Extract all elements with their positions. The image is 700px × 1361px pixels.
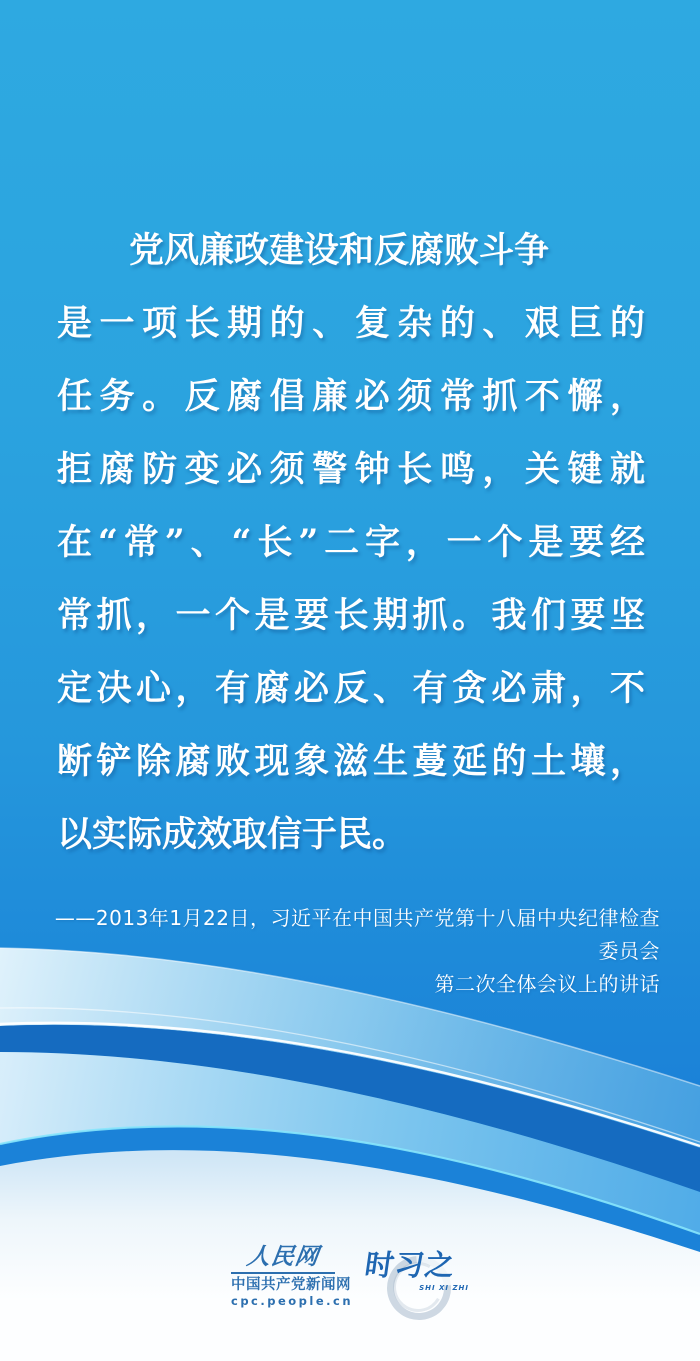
footer-logos — [0, 1244, 700, 1316]
quote-line: 党风廉政建设和反腐败斗争 — [129, 230, 550, 271]
quote-line: 在“常”、“长”二字，一个是要经 — [57, 522, 645, 563]
people-network-logo — [231, 1243, 354, 1309]
quote-text — [57, 214, 645, 871]
shi-xi-zhi-characters: 时习之 — [362, 1248, 458, 1282]
attribution-line-2: 第二次全体会议上的讲话 — [434, 972, 660, 996]
people-network-domain: cpc.people.cn — [231, 1294, 354, 1308]
quote-line: 是一项长期的、复杂的、艰巨的 — [57, 303, 645, 344]
attribution-line-1: ——2013年1月22日，习近平在中国共产党第十八届中央纪律检查委员会 — [54, 906, 660, 963]
shi-xi-zhi-subtext: SHI XI ZHI — [419, 1284, 469, 1292]
attribution — [40, 902, 660, 1001]
shi-xi-zhi-logo — [362, 1244, 469, 1316]
people-logo-divider — [231, 1272, 335, 1274]
shi-xi-zhi-text — [362, 1248, 469, 1282]
quote-line: 常抓，一个是要长期抓。我们要坚 — [57, 595, 645, 636]
quote-line: 拒腐防变必须警钟长鸣，关键就 — [57, 449, 645, 490]
quote-line: 定决心，有腐必反、有贪必肃，不 — [57, 668, 645, 709]
quote-line: 任务。反腐倡廉必须常抓不懈， — [57, 376, 645, 417]
people-network-site-name: 中国共产党新闻网 — [231, 1277, 351, 1293]
quote-line: 以实际成效取信于民。 — [57, 814, 408, 855]
quote-line: 断铲除腐败现象滋生蔓延的土壤， — [57, 741, 645, 782]
people-network-script-icon: 人民网 — [245, 1243, 321, 1270]
